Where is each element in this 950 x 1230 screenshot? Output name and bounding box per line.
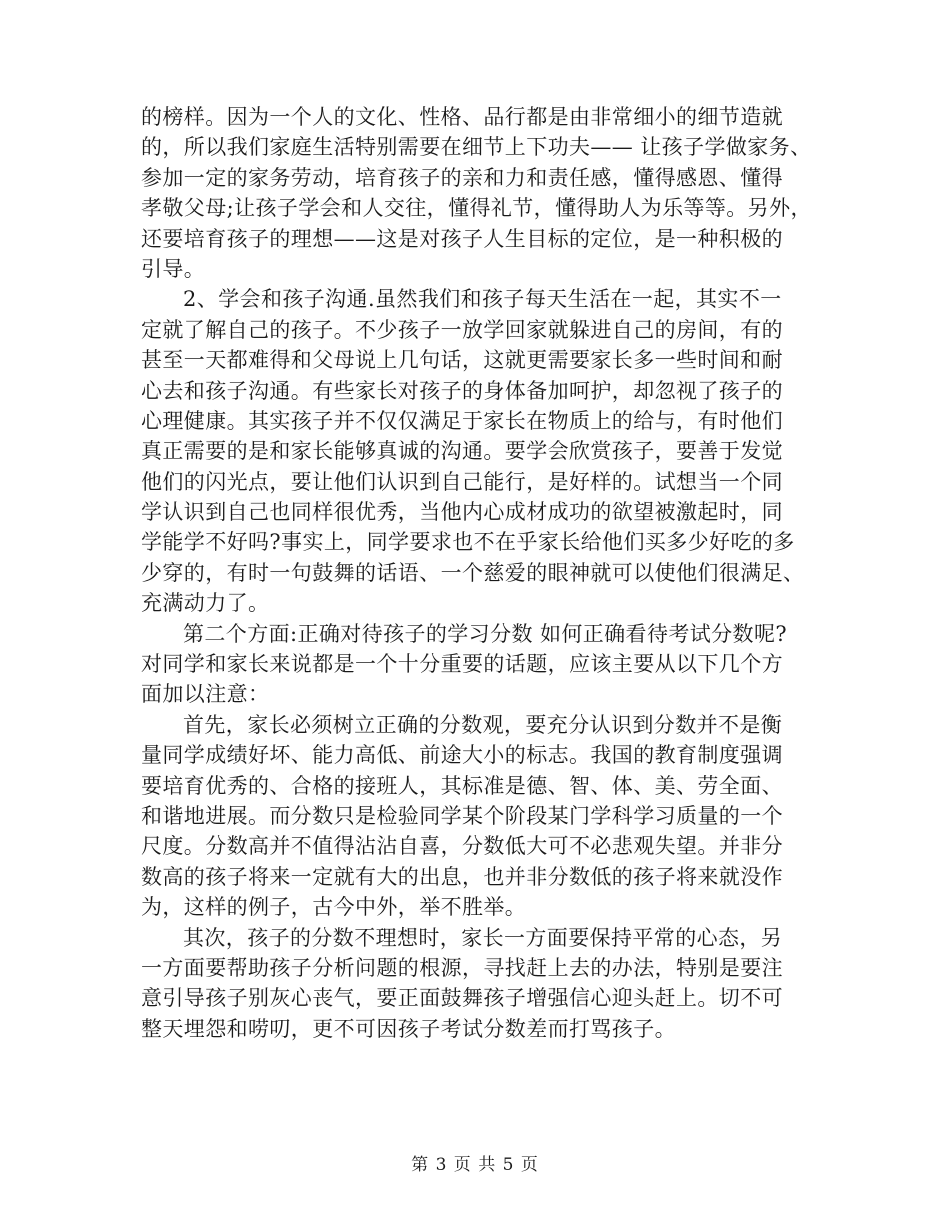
text-line: 数高的孩子将来一定就有大的出息，也并非分数低的孩子将来就没作 [141,864,783,889]
text-line: 真正需要的是和家长能够真诚的沟通。要学会欣赏孩子，要善于发觉 [141,439,783,464]
text-line: 要培育优秀的、合格的接班人，其标准是德、智、体、美、劳全面、 [141,773,783,798]
text-line: 学认识到自己也同样很优秀，当他内心成材成功的欲望被激起时，同 [141,500,783,525]
text-line: 心去和孩子沟通。有些家长对孩子的身体备加呵护，却忽视了孩子的 [141,378,783,403]
text-line: 的榜样。因为一个人的文化、性格、品行都是由非常细小的细节造就 [141,105,783,129]
text-line: 面加以注意： [141,682,270,707]
text-line: 引导。 [141,256,206,281]
text-line: 和谐地进展。而分数只是检验同学某个阶段某门学科学习质量的一个 [141,803,783,828]
text-line: 尺度。分数高并不值得沾沾自喜，分数低大可不必悲观失望。并非分 [141,834,783,859]
text-line: 充满动力了。 [141,591,270,616]
text-line: 心理健康。其实孩子并不仅仅满足于家长在物质上的给与，有时他们 [141,408,783,433]
text-line: 其次，孩子的分数不理想时，家长一方面要保持平常的心态，另 [183,925,783,950]
text-line: 整天埋怨和唠叨，更不可因孩子考试分数差而打骂孩子。 [141,1016,676,1041]
paragraph [141,619,811,710]
paragraph [141,102,811,284]
text-line: 为，这样的例子，古今中外，举不胜举。 [141,895,527,920]
text-line: 定就了解自己的孩子。不少孩子一放学回家就躲进自己的房间，有的 [141,317,783,342]
text-line: 2、学会和孩子沟通.虽然我们和孩子每天生活在一起，其实不一 [183,287,782,312]
text-line: 甚至一天都难得和父母说上几句话，这就更需要家长多一些时间和耐 [141,348,783,373]
text-line: 他们的闪光点，要让他们认识到自己能行，是好样的。试想当一个同 [141,469,783,494]
text-line: 少穿的，有时一句鼓舞的话语、一个慈爱的眼神就可以使他们很满足、 [141,560,805,585]
text-line: 对同学和家长来说都是一个十分重要的话题，应该主要从以下几个方 [141,652,783,677]
page-number-footer: 第 3 页 共 5 页 [411,1155,539,1175]
text-line: 参加一定的家务劳动，培育孩子的亲和力和责任感，懂得感恩、懂得 [141,165,783,190]
text-line: 意引导孩子别灰心丧气，要正面鼓舞孩子增强信心迎头赶上。切不可 [141,986,783,1011]
text-line: 孝敬父母;让孩子学会和人交往，懂得礼节，懂得助人为乐等等。另外， [141,196,812,221]
paragraph [141,284,811,618]
document-body [141,102,811,1044]
text-line: 一方面要帮助孩子分析问题的根源，寻找赶上去的办法，特别是要注 [141,955,783,980]
text-line: 首先，家长必须树立正确的分数观，要充分认识到分数并不是衡 [183,712,783,737]
paragraph [141,923,811,1045]
text-line: 的，所以我们家庭生活特别需要在细节上下功夫—— 让孩子学做家务、 [141,135,812,160]
text-line: 第二个方面:正确对待孩子的学习分数 如何正确看待考试分数呢? [183,621,788,646]
text-line: 还要培育孩子的理想——这是对孩子人生目标的定位，是一种积极的 [141,226,783,251]
paragraph [141,710,811,923]
text-line: 量同学成绩好坏、能力高低、前途大小的标志。我国的教育制度强调 [141,743,783,768]
text-line: 学能学不好吗?事实上，同学要求也不在乎家长给他们买多少好吃的多 [141,530,795,555]
